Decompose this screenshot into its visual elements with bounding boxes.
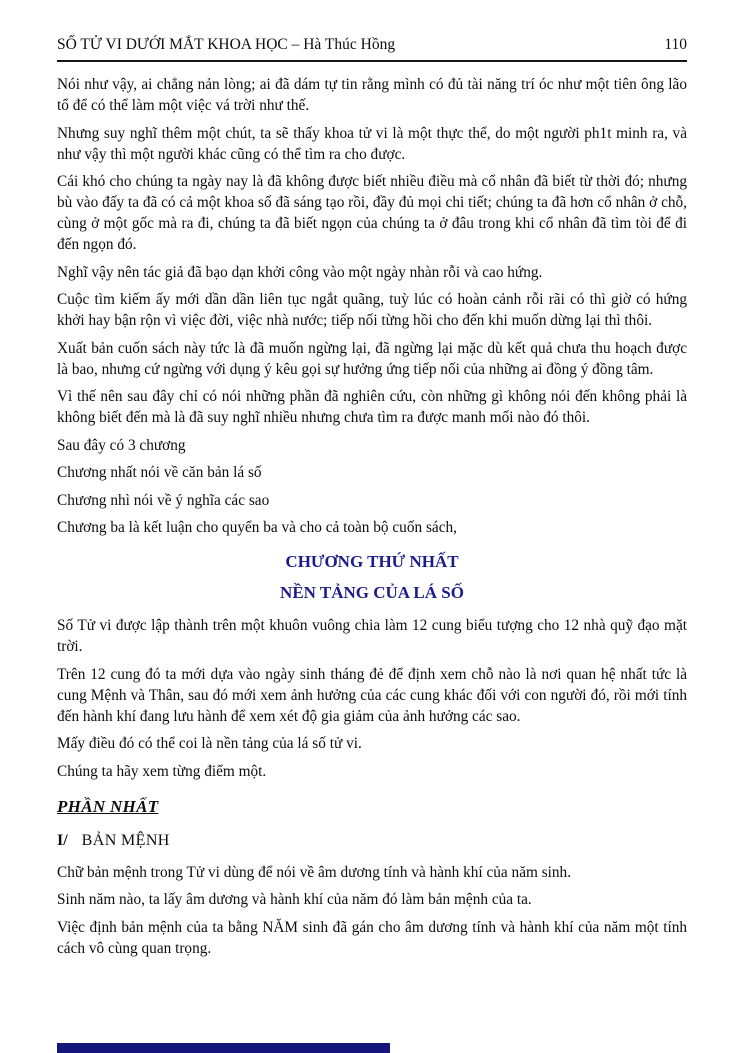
paragraph: Chương nhì nói về ý nghĩa các sao [57, 491, 270, 509]
chapter-title-line2: NỀN TẢNG CỦA LÁ SỐ [280, 583, 464, 602]
paragraph: Nhưng suy nghĩ thêm một chút, ta sẽ thấy khoa tử vi là một thực thể, do một người ph1t minh ra, và như vậy thì một người khác cũng có thể tìm ra cho được. [57, 124, 687, 163]
paragraph: Sau đây có 3 chương [57, 436, 186, 454]
intro-paragraphs [57, 74, 687, 538]
paragraph: Trên 12 cung đó ta mới dựa vào ngày sinh tháng đẻ để định xem chỗ nào là nơi quan hệ nhất tức là cung Mệnh và Thân, sau đó mới xem ảnh hưởng của các cung khác đối với con người đó, rồi mới tính đến hành khí đang lưu hành để xem xét độ gia giảm của ảnh hưởng các sao. [57, 665, 687, 725]
paragraph: Cuộc tìm kiếm ấy mới dần dần liên tục ngắt quãng, tuỳ lúc có hoàn cảnh rỗi rãi có thì giờ có hứng khởi hay bận rộn vì việc đời, việc nhà nước; tiếp nối từng hồi cho đến khi muốn dừng lại thì thôi. [57, 291, 687, 329]
running-title: SỐ TỬ VI DƯỚI MẮT KHOA HỌC – Hà Thúc Hồng [57, 36, 396, 53]
paragraph: Chúng ta hãy xem từng điểm một. [57, 762, 267, 780]
paragraph: Xuất bản cuốn sách này tức là đã muốn ngừng lại, đã ngừng lại mặc dù kết quả chưa thu hoạch được là bao, nhưng cứ ngừng với dụng ý kêu gọi sự hưởng ứng tiếp nối của những ai đồng ý đồng tâm. [57, 339, 687, 378]
paragraph: Mấy điều đó có thể coi là nền tảng của lá số tử vi. [57, 735, 362, 752]
page-header [57, 36, 687, 54]
paragraph: Chữ bản mệnh trong Tử vi dùng để nói về âm dương tính và hành khí của năm sinh. [57, 863, 572, 881]
paragraph: Chương ba là kết luận cho quyển ba và cho cả toàn bộ cuốn sách, [57, 519, 457, 536]
paragraph: Vì thế nên sau đây chỉ có nói những phần đã nghiên cứu, còn những gì không nói đến không phải là không biết đến mà là đã suy nghĩ nhiều nhưng chưa tìm ra được manh mối nào đó thôi. [57, 388, 687, 426]
paragraph: Số Tử vi được lập thành trên một khuôn vuông chia làm 12 cung biểu tượng cho 12 nhà quỹ đạo mặt trời. [57, 617, 687, 655]
paragraph: Nói như vậy, ai chẳng nản lòng; ai đã dám tự tin rằng mình có đủ tài năng trí óc như một tiên ông lão tổ để có thể làm một việc vá trời như thế. [57, 76, 687, 114]
part-heading: PHẦN NHẤT [57, 796, 159, 816]
paragraph: Nghĩ vậy nên tác giả đã bạo dạn khởi công vào một ngày nhàn rỗi và cao hứng. [57, 263, 543, 281]
paragraph: Việc định bản mệnh của ta bằng NĂM sinh đã gán cho âm dương tính và hành khí của năm một tính cách vô cùng quan trọng. [57, 918, 687, 957]
chapter-title-line1: CHƯƠNG THỨ NHẤT [285, 552, 459, 571]
section-heading [57, 832, 687, 850]
paragraph: Sinh năm nào, ta lấy âm dương và hành khí của năm đó làm bản mệnh của ta. [57, 891, 532, 908]
section-numeral: I/ [57, 831, 68, 849]
paragraph: Chương nhất nói về căn bản lá số [57, 464, 262, 481]
paragraph: Cái khó cho chúng ta ngày nay là đã không được biết nhiều điều mà cổ nhân đã biết từ thời đó; nhưng bù vào đấy ta đã có cả một khoa số đã sáng tạo rồi, đầy đủ mọi chi tiết; chúng ta đã hơn cổ nhân ở chỗ, cùng ở một gốc mà ra đi, chúng ta đã biết ngọn của chúng ta ở đâu trong khi cổ nhân đã tìm tòi để đi đến ngọn đó. [57, 173, 687, 253]
part-paragraphs [57, 862, 687, 959]
page-number: 110 [664, 36, 687, 53]
bottom-scan-bar [57, 1043, 390, 1053]
header-rule [57, 60, 687, 62]
section-title: BẢN MỆNH [81, 831, 170, 849]
chapter-paragraphs [57, 615, 687, 782]
